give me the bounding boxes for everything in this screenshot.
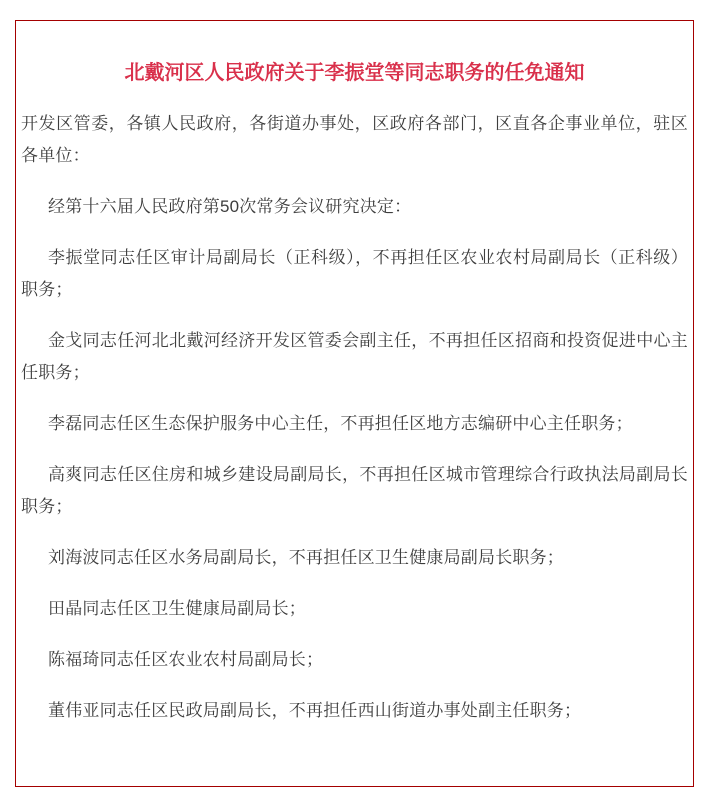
notice-paragraph-appointment: 董伟亚同志任区民政局副局长，不再担任西山街道办事处副主任职务； — [48, 701, 582, 720]
notice-title: 北戴河区人民政府关于李振堂等同志职务的任免通知 — [124, 62, 585, 84]
notice-paragraph-appointment: 金戈同志任河北北戴河经济开发区管委会副主任，不再担任区招商和投资促进中心主任职务； — [21, 331, 688, 382]
notice-paragraph-appointment: 陈福琦同志任区农业农村局副局长； — [48, 650, 324, 669]
notice-paragraph-appointment: 刘海波同志任区水务局副局长，不再担任区卫生健康局副局长职务； — [48, 548, 564, 567]
notice-paragraph-appointment: 李磊同志任区生态保护服务中心主任，不再担任区地方志编研中心主任职务； — [48, 414, 633, 433]
notice-paragraph-appointment: 高爽同志任区住房和城乡建设局副局长，不再担任区城市管理综合行政执法局副局长职务； — [21, 465, 688, 516]
notice-document — [15, 20, 694, 787]
notice-paragraph-decision: 经第十六届人民政府第50次常务会议研究决定： — [48, 197, 412, 216]
notice-paragraph-appointment: 田晶同志任区卫生健康局副局长； — [48, 599, 306, 618]
notice-salutation: 开发区管委，各镇人民政府，各街道办事处，区政府各部门，区直各企事业单位，驻区各单位： — [21, 114, 688, 165]
notice-paragraph-appointment: 李振堂同志任区审计局副局长（正科级），不再担任区农业农村局副局长（正科级）职务； — [21, 248, 688, 299]
